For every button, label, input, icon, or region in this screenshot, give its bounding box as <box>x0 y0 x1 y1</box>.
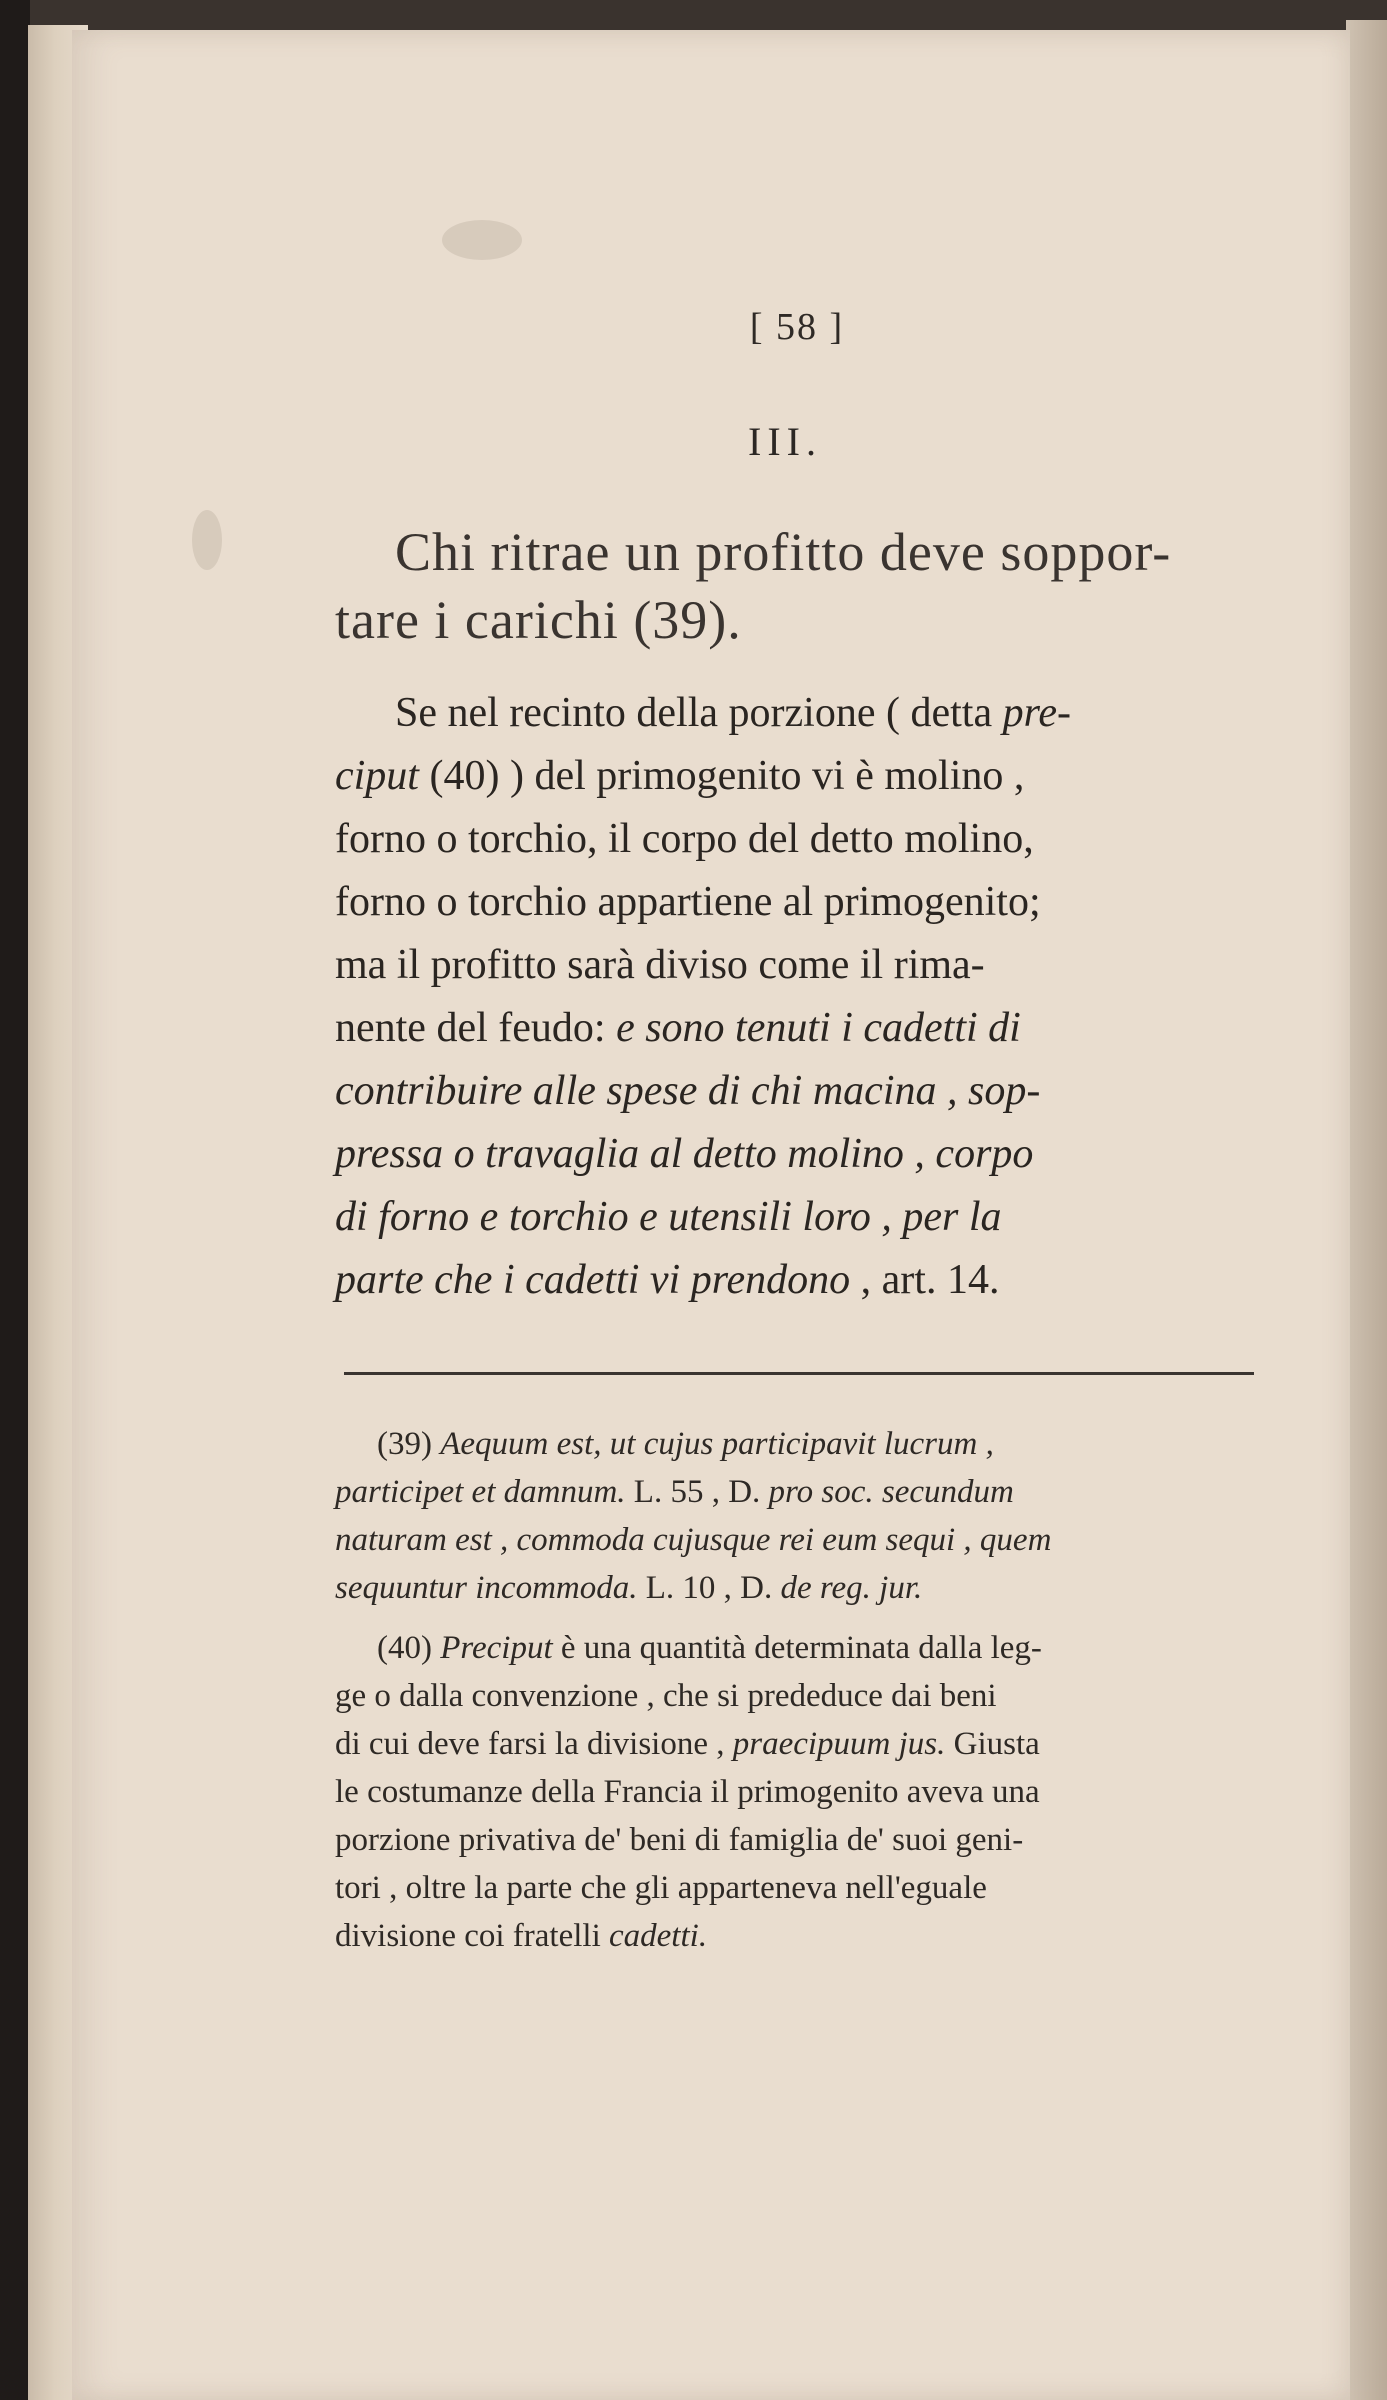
body-line: pressa o travaglia al detto molino , corpo <box>335 1131 1034 1177</box>
page-number: [ 58 ] <box>749 306 845 348</box>
footnote-line: ge o dalla convenzione , che si prededuce dai beni <box>335 1678 997 1714</box>
footnote-line <box>335 1564 1255 1612</box>
italic-span: pre- <box>1002 690 1072 736</box>
body-line: contribuire alle spese di chi macina , sop- <box>335 1068 1041 1114</box>
body-line <box>335 997 1255 1060</box>
body-paragraph <box>335 682 1255 1312</box>
italic-span: Aequum est, ut cujus participavit lucrum , <box>440 1426 994 1462</box>
body-line: di forno e torchio e utensili loro , per la <box>335 1194 1002 1240</box>
section-number: III. <box>748 419 822 464</box>
heading-line: Chi ritrae un profitto deve soppor- <box>395 522 1172 582</box>
italic-span: participet et damnum. <box>335 1474 626 1510</box>
footnote-line <box>335 1720 1255 1768</box>
footnote-line: naturam est , commoda cujusque rei eum sequi , quem <box>335 1522 1052 1558</box>
footnote-line <box>335 1624 1255 1672</box>
book-right-edge <box>1346 20 1387 2400</box>
text-span: di cui deve farsi la divisione , <box>335 1726 733 1762</box>
text-span: nente del feudo: <box>335 1005 617 1051</box>
italic-span: de reg. jur. <box>780 1570 923 1606</box>
italic-span: praecipuum jus. <box>732 1726 946 1762</box>
body-line <box>335 682 1255 745</box>
paper-stain <box>442 220 522 260</box>
text-span: L. 55 , D. <box>625 1474 769 1510</box>
body-line: forno o torchio appartiene al primogenito; <box>335 879 1041 925</box>
footnote-line <box>335 1468 1255 1516</box>
body-line <box>335 1249 1255 1312</box>
footnote-line: porzione privativa de' beni di famiglia de' suoi geni- <box>335 1822 1024 1858</box>
body-line: forno o torchio, il corpo del detto molino, <box>335 816 1034 862</box>
text-span: è una quantità determinata dalla leg- <box>552 1630 1042 1666</box>
body-line <box>335 745 1255 808</box>
italic-span: Preciput <box>440 1630 553 1666</box>
body-line: ma il profitto sarà diviso come il rima- <box>335 942 985 988</box>
footnote-line: tori , oltre la parte che gli apparteneva nell'eguale <box>335 1870 987 1906</box>
text-span: Se nel recinto della porzione ( detta <box>395 690 1003 736</box>
italic-span: sequuntur incommoda. <box>335 1570 638 1606</box>
text-span: Giusta <box>945 1726 1040 1762</box>
footnote-divider <box>344 1372 1254 1375</box>
paper-stain <box>192 510 222 570</box>
heading-line: tare i carichi (39). <box>335 590 742 650</box>
text-span: (40) <box>377 1630 441 1666</box>
section-heading <box>335 518 1255 654</box>
text-span: , art. 14. <box>850 1257 1000 1303</box>
italic-span: parte che i cadetti vi prendono <box>335 1257 851 1303</box>
footnotes <box>335 1420 1255 1960</box>
footnote-line <box>335 1912 1255 1960</box>
italic-span: pro soc. secundum <box>768 1474 1014 1510</box>
italic-span: ciput <box>335 753 419 799</box>
text-span: (39) <box>377 1426 441 1462</box>
book-left-edge <box>0 0 30 2400</box>
italic-span: cadetti. <box>609 1918 708 1954</box>
footnote-line: le costumanze della Francia il primogenito aveva una <box>335 1774 1040 1810</box>
text-span: (40) ) del primogenito vi è molino , <box>418 753 1025 799</box>
italic-span: e sono tenuti i cadetti di <box>616 1005 1021 1051</box>
text-span: divisione coi fratelli <box>335 1918 610 1954</box>
text-span: L. 10 , D. <box>637 1570 781 1606</box>
footnote-line <box>335 1420 1255 1468</box>
